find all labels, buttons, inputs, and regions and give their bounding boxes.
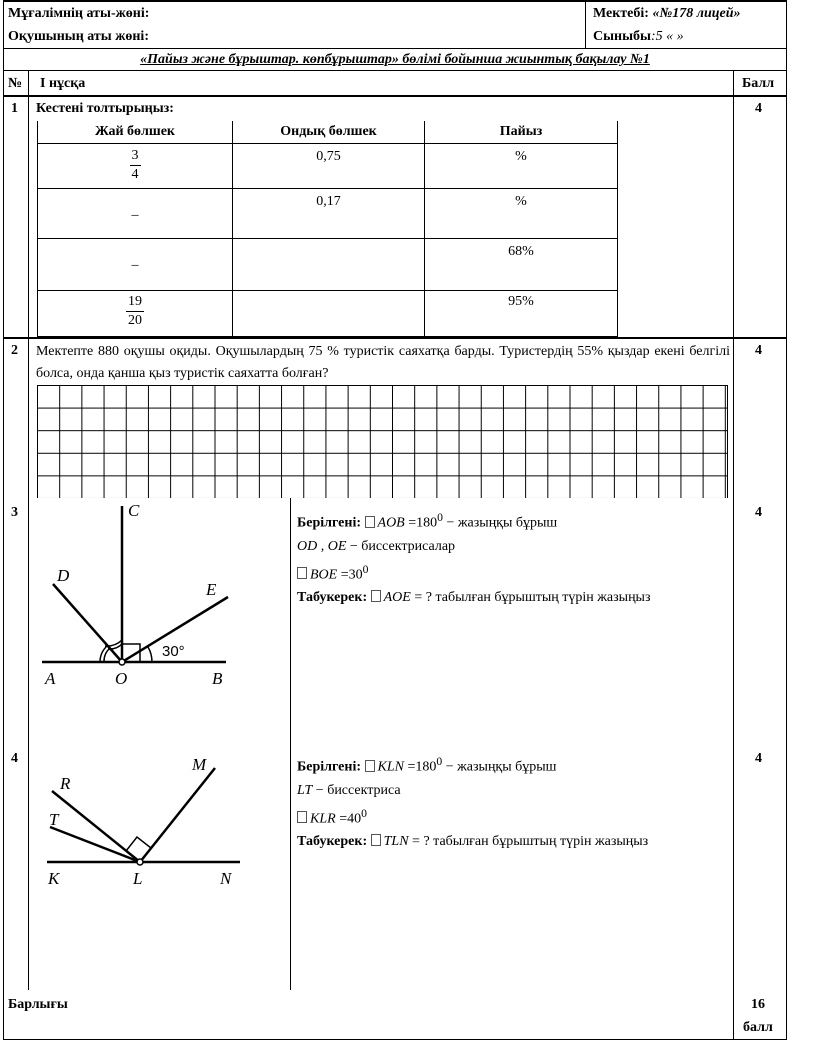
total-unit: балл bbox=[743, 1020, 773, 1035]
angle-name: BOE bbox=[310, 567, 338, 583]
teacher-name-label: Мұғалімнің аты-жөні: bbox=[8, 6, 150, 21]
equation: =180 bbox=[408, 515, 438, 531]
angle-figure-aob bbox=[0, 498, 290, 745]
degree: 0 bbox=[436, 755, 443, 768]
table-cell[interactable]: _ bbox=[37, 188, 233, 239]
description: табылған бұрыштың түрін жазыңыз bbox=[435, 590, 651, 606]
table-cell: 68% bbox=[424, 238, 618, 291]
label-l: L bbox=[133, 869, 143, 888]
task-score: 4 bbox=[755, 751, 762, 766]
given-label: Берілгені: bbox=[297, 515, 362, 531]
task4-given bbox=[297, 750, 648, 853]
fraction-numerator: 19 bbox=[126, 293, 144, 312]
border-top bbox=[3, 0, 787, 2]
angle-icon bbox=[365, 760, 375, 772]
fraction-numerator: 3 bbox=[130, 147, 141, 166]
table-cell: 95% bbox=[424, 290, 618, 337]
task-score: 4 bbox=[755, 101, 762, 116]
divider bbox=[585, 0, 586, 48]
task-text: Мектепте 880 оқушы оқиды. Оқушылардың 75 % туристік саяхатқа барды. Туристердің 55% қыздар екені белгілі болса, онда қанша қыз туристік саяхатта болған? bbox=[36, 344, 730, 381]
label-d: D bbox=[57, 566, 70, 585]
divider bbox=[3, 48, 787, 49]
answer-grid[interactable] bbox=[37, 385, 728, 498]
equation: =180 bbox=[407, 759, 437, 775]
divider bbox=[3, 95, 787, 97]
angle-icon bbox=[365, 516, 375, 528]
col-score: Балл bbox=[742, 76, 775, 91]
angle-icon bbox=[371, 590, 381, 602]
divider bbox=[3, 337, 787, 339]
table-header: Жай бөлшек bbox=[37, 121, 233, 144]
school-label: Мектебі: bbox=[593, 6, 649, 21]
angle-name: KLN bbox=[377, 759, 404, 775]
label-o: O bbox=[115, 669, 128, 688]
page-title: «Пайыз және бұрыштар. көпбұрыштар» бөлімі бойынша жиынтық бақылау №1 bbox=[140, 52, 650, 67]
table-cell bbox=[37, 290, 233, 337]
divider bbox=[733, 70, 734, 1040]
table-cell[interactable] bbox=[232, 290, 425, 337]
border-bottom bbox=[3, 1039, 787, 1040]
label-t: T bbox=[49, 810, 59, 829]
divider bbox=[290, 498, 291, 990]
border-right bbox=[786, 0, 787, 1040]
degree: 0 bbox=[362, 562, 369, 576]
angle-figure-kln bbox=[0, 745, 290, 990]
angle-icon bbox=[371, 834, 381, 846]
fraction-denominator: 4 bbox=[131, 167, 139, 182]
task-score: 4 bbox=[755, 343, 762, 358]
angle-icon bbox=[297, 811, 307, 823]
ray-names: LT bbox=[297, 782, 313, 798]
description: − жазыңқы бұрыш bbox=[446, 515, 558, 531]
label-k: K bbox=[48, 869, 60, 888]
table-cell: % bbox=[424, 188, 618, 239]
equation: = ? bbox=[414, 590, 432, 606]
angle-name: AOB bbox=[377, 515, 405, 531]
ray-names: OD , OE bbox=[297, 538, 347, 554]
col-variant: I нұсқа bbox=[40, 76, 86, 91]
description: − жазыңқы бұрыш bbox=[445, 759, 557, 775]
class-value: :5 « » bbox=[650, 29, 684, 44]
task-score: 4 bbox=[755, 505, 762, 520]
label-a: A bbox=[45, 669, 56, 688]
angle-name: AOE bbox=[383, 590, 411, 606]
table-cell: 0,17 bbox=[232, 188, 425, 239]
label-angle: 30° bbox=[162, 643, 185, 660]
table-cell: 0,75 bbox=[232, 143, 425, 189]
table-cell: % bbox=[424, 143, 618, 189]
angle-name: KLR bbox=[310, 811, 336, 827]
task-prompt: Кестені толтырыңыз: bbox=[36, 101, 174, 116]
total-value: 16 bbox=[751, 997, 765, 1012]
label-c: C bbox=[128, 501, 140, 520]
equation: =30 bbox=[340, 567, 363, 583]
angle-icon bbox=[297, 567, 307, 579]
degree: 0 bbox=[361, 806, 367, 820]
total-label: Барлығы bbox=[8, 997, 68, 1012]
equation: =40 bbox=[339, 811, 362, 827]
task-number: 3 bbox=[11, 505, 18, 520]
given-label: Берілгені: bbox=[297, 759, 362, 775]
label-n: N bbox=[220, 869, 232, 888]
table-cell[interactable] bbox=[232, 238, 425, 291]
description: − биссектрисалар bbox=[349, 538, 456, 554]
find-label: Табукерек: bbox=[297, 590, 368, 606]
table-header: Пайыз bbox=[424, 121, 618, 144]
description: − биссектриса bbox=[315, 782, 401, 798]
task-number: 2 bbox=[11, 343, 18, 358]
student-name-label: Оқушының аты жөні: bbox=[8, 29, 149, 44]
task-number: 4 bbox=[11, 751, 18, 766]
divider bbox=[3, 70, 787, 71]
school-value: «№178 лицей» bbox=[652, 6, 741, 21]
class-label: Сыныбы bbox=[593, 29, 651, 44]
col-num: № bbox=[8, 76, 23, 91]
table-cell[interactable]: _ bbox=[37, 238, 233, 291]
label-m: M bbox=[192, 755, 207, 774]
fraction-denominator: 20 bbox=[128, 313, 142, 328]
table-cell bbox=[37, 143, 233, 189]
label-b: B bbox=[212, 669, 223, 688]
label-r: R bbox=[60, 774, 71, 793]
find-label: Табукерек: bbox=[297, 834, 368, 850]
task3-given bbox=[297, 506, 651, 609]
equation: = ? bbox=[412, 834, 430, 850]
task-number: 1 bbox=[11, 101, 18, 116]
degree: 0 bbox=[437, 511, 443, 524]
table-header: Ондық бөлшек bbox=[232, 121, 425, 144]
label-e: E bbox=[206, 580, 217, 599]
angle-name: TLN bbox=[383, 834, 409, 850]
description: табылған бұрыштың түрін жазыңыз bbox=[433, 834, 649, 850]
